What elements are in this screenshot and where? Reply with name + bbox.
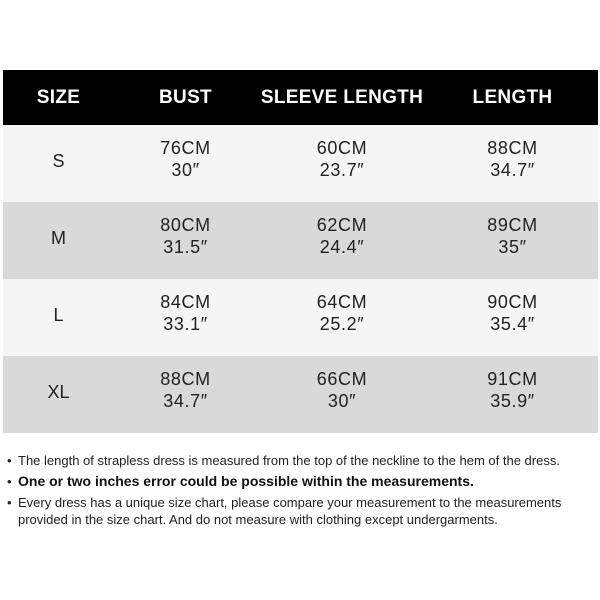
bust-value — [114, 356, 257, 412]
size-value: S — [52, 151, 65, 171]
bust-value — [114, 279, 257, 335]
table-row — [3, 356, 598, 433]
header-bust: BUST — [159, 86, 212, 108]
note-item — [7, 494, 597, 528]
bullet-icon: • — [7, 474, 12, 489]
sleeve-cm: 62CM — [316, 215, 368, 235]
bust-in: 34.7″ — [163, 391, 208, 411]
length-value — [427, 202, 598, 258]
note-text: The length of strapless dress is measured from the top of the neckline to the hem of the dress. — [18, 453, 560, 468]
length-cm: 91CM — [487, 369, 538, 389]
sleeve-cm: 64CM — [316, 292, 368, 312]
bust-in: 30″ — [171, 160, 200, 180]
note-item — [7, 452, 597, 469]
length-in: 34.7″ — [490, 160, 535, 180]
bullet-icon: • — [7, 453, 12, 468]
bust-cm: 76CM — [160, 138, 211, 158]
length-value — [427, 279, 598, 335]
bust-cm: 84CM — [160, 292, 211, 312]
header-length: LENGTH — [472, 86, 553, 108]
measurement-notes — [7, 452, 597, 532]
table-row — [3, 125, 598, 202]
bust-in: 31.5″ — [163, 237, 208, 257]
bust-value — [114, 202, 257, 258]
bust-cm: 88CM — [160, 369, 211, 389]
size-chart-table — [3, 70, 598, 433]
sleeve-in: 24.4″ — [319, 237, 365, 257]
sleeve-value — [257, 356, 427, 412]
sleeve-cm: 66CM — [316, 369, 368, 389]
length-cm: 89CM — [487, 215, 538, 235]
table-row — [3, 202, 598, 279]
sleeve-value — [257, 279, 427, 335]
table-header — [3, 70, 598, 125]
sleeve-cm: 60CM — [316, 138, 368, 158]
sleeve-in: 23.7″ — [319, 160, 365, 180]
note-text: Every dress has a unique size chart, please compare your measurement to the measurements provided in the size chart. And do not measure with clothing except undergarments. — [18, 495, 562, 527]
length-value — [427, 356, 598, 412]
size-value: XL — [47, 382, 70, 402]
length-in: 35″ — [498, 237, 527, 257]
note-item — [7, 473, 597, 490]
sleeve-value — [257, 202, 427, 258]
table-row — [3, 279, 598, 356]
bullet-icon: • — [7, 495, 12, 510]
length-in: 35.9″ — [490, 391, 535, 411]
length-cm: 88CM — [487, 138, 538, 158]
length-value — [427, 125, 598, 181]
size-value: L — [53, 305, 64, 325]
bust-in: 33.1″ — [163, 314, 208, 334]
header-size: SIZE — [36, 86, 81, 108]
length-in: 35.4″ — [490, 314, 535, 334]
header-sleeve-length: SLEEVE LENGTH — [260, 86, 424, 108]
note-text: One or two inches error could be possible within the measurements. — [18, 473, 474, 489]
length-cm: 90CM — [487, 292, 538, 312]
size-value: M — [51, 228, 66, 248]
bust-value — [114, 125, 257, 181]
sleeve-in: 30″ — [327, 391, 357, 411]
sleeve-in: 25.2″ — [319, 314, 365, 334]
sleeve-value — [257, 125, 427, 181]
bust-cm: 80CM — [160, 215, 211, 235]
